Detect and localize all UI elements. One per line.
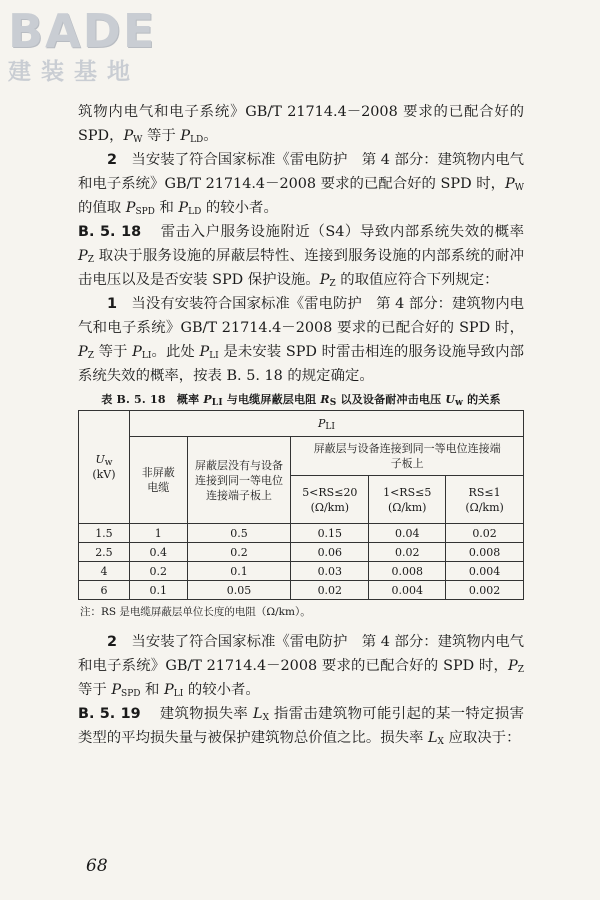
table-row: 4 0.2 0.1 0.03 0.008 0.004 <box>79 562 524 581</box>
clause-2-pz: 2 当安装了符合国家标准《雷电防护 第 4 部分：建筑物内电气和电子系统》GB/T 21714.4－2008 要求的已配合好的 SPD 时，$P_Z$ 等于 $P_{SPD}$ 和 $P_{LI}$ 的较小者。 <box>78 634 524 699</box>
section-b518: B. 5. 18 雷击入户服务设施附近（S4）导致内部系统失效的概率 $P_Z$ 取决于服务设施的屏蔽层特性、连接到服务设施的内部系统的耐冲击电压以及是否安装 SPD 保护设施。$P_Z$ 的取值应符合下列规定： <box>78 224 524 289</box>
header-pli: $P_{LI}$ <box>129 411 523 437</box>
section-number: B. 5. 19 <box>78 706 141 722</box>
clause-1-pz: 1 当没有安装符合国家标准《雷电防护 第 4 部分：建筑物内电气和电子系统》GB/T 21714.4－2008 要求的已配合好的 SPD 时，$P_Z$ 等于 $P_{LI}$。此处 $P_{LI}$ 是未安装 SPD 时雷击相连的服务设施导致内部系统失效的概率，按表 B. 5. 18 的规定确定。 <box>78 296 524 384</box>
header-rs-range-2: 1<RS≤5 (Ω/km) <box>369 476 446 524</box>
header-unshielded: 非屏蔽电缆 <box>129 437 187 524</box>
header-uw: $U_w$ (kV) <box>79 411 130 524</box>
table-note: 注：RS 是电缆屏蔽层单位长度的电阻（Ω/km）。 <box>80 606 311 618</box>
brand-logo <box>8 6 156 86</box>
logo-brand: BADE <box>8 4 157 58</box>
header-rs-range-1: 5<RS≤20 (Ω/km) <box>291 476 369 524</box>
table-caption: 表 B. 5. 18 概率 $P_{LI}$ 与电缆屏蔽层电阻 $R_S$ 以及设备耐冲击电压 $U_w$ 的关系 <box>101 393 501 408</box>
header-not-bonded: 屏蔽层没有与设备连接到同一等电位连接端子板上 <box>187 437 291 524</box>
section-number: B. 5. 18 <box>78 224 142 240</box>
table-row: 2.5 0.4 0.2 0.06 0.02 0.008 <box>79 543 524 562</box>
clause-2-pw: 2 当安装了符合国家标准《雷电防护 第 4 部分：建筑物内电气和电子系统》GB/T 21714.4－2008 要求的已配合好的 SPD 时，$P_W$ 的值取 $P_{SPD}$ 和 $P_{LD}$ 的较小者。 <box>78 152 524 217</box>
header-rs-range-3: RS≤1 (Ω/km) <box>446 476 524 524</box>
section-b519: B. 5. 19 建筑物损失率 $L_X$ 指雷击建筑物可能引起的某一特定损害类型的平均损失量与被保护建筑物总价值之比。损失率 $L_X$ 应取决于： <box>78 706 524 747</box>
page-content <box>78 100 524 750</box>
table-row: 6 0.1 0.05 0.02 0.004 0.002 <box>79 581 524 600</box>
page-number: 68 <box>86 856 108 876</box>
header-bonded-group: 屏蔽层与设备连接到同一等电位连接端子板上 <box>291 437 524 476</box>
probability-table <box>78 410 524 600</box>
table-row: 1.5 1 0.5 0.15 0.04 0.02 <box>79 524 524 543</box>
logo-tagline: 建装基地 <box>8 59 140 85</box>
paragraph-continued: 筑物内电气和电子系统》GB/T 21714.4－2008 要求的已配合好的 SPD，$P_W$ 等于 $P_{LD}$。 <box>78 104 524 145</box>
